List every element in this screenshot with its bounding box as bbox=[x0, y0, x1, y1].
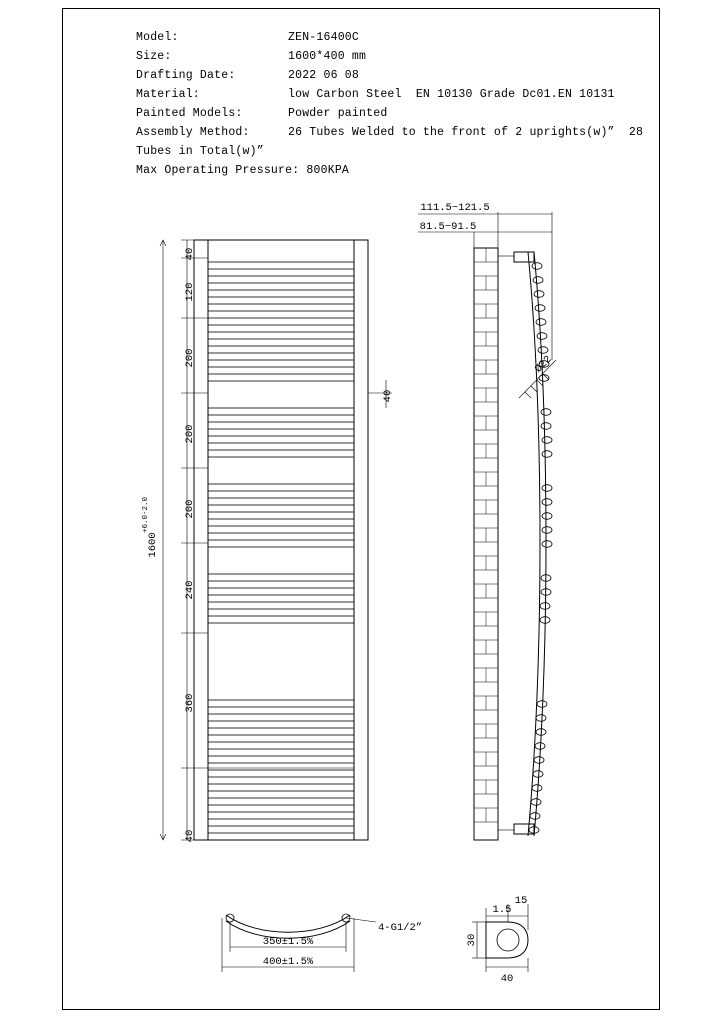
dim-segment-5: 240 bbox=[184, 580, 196, 600]
dim-top-gap: 40 bbox=[184, 247, 196, 261]
spec-value: 2022 06 08 bbox=[288, 69, 360, 82]
dim-segment-1: 120 bbox=[184, 282, 196, 302]
spec-label: Model: bbox=[136, 31, 179, 44]
front-view bbox=[142, 240, 394, 842]
spec-pressure: Max Operating Pressure: 800KPA bbox=[136, 164, 350, 177]
spec-label: Size: bbox=[136, 50, 172, 63]
spec-value: ZEN-16400C bbox=[288, 31, 360, 44]
bottom-view bbox=[222, 914, 422, 972]
dim-segment-2: 200 bbox=[184, 348, 196, 368]
spec-label: Assembly Method: bbox=[136, 126, 250, 139]
spec-continuation: Tubes in Total(w)” bbox=[136, 145, 264, 158]
dim-rail-width: 40 bbox=[382, 389, 394, 403]
dim-segment-4: 200 bbox=[184, 499, 196, 519]
dim-height-tol-down: -2.0 bbox=[142, 496, 150, 516]
dim-bottom-gap: 40 bbox=[184, 829, 196, 843]
dim-segment-3: 200 bbox=[184, 424, 196, 444]
dim-detail-width-top: 15 bbox=[514, 895, 528, 907]
spec-label: Painted Models: bbox=[136, 107, 243, 120]
dim-segment-6: 360 bbox=[184, 693, 196, 713]
spec-label: Material: bbox=[136, 88, 200, 101]
tube-stack bbox=[208, 262, 354, 833]
dim-detail-bottom: 40 bbox=[500, 973, 514, 985]
dim-depth-outer: 111.5~121.5 bbox=[420, 202, 490, 214]
spec-value: 1600*400 mm bbox=[288, 50, 367, 63]
spec-label: Drafting Date: bbox=[136, 69, 236, 82]
dim-depth-inner: 81.5~91.5 bbox=[419, 221, 477, 233]
detail-view bbox=[466, 895, 528, 985]
label-connection: 4-G1/2” bbox=[378, 922, 423, 934]
side-view bbox=[418, 202, 556, 840]
dim-centres: 350±1.5% bbox=[262, 936, 314, 948]
dim-overall-height: 1600 bbox=[147, 532, 159, 558]
spec-value: low Carbon Steel EN 10130 Grade Dc01.EN 10131 bbox=[288, 88, 615, 101]
spec-value: 26 Tubes Welded to the front of 2 uprights(w)” 28 bbox=[288, 126, 644, 139]
spec-value: Powder painted bbox=[288, 107, 388, 120]
dim-detail-left: 30 bbox=[466, 933, 478, 947]
dim-height-tol-up: +6.0 bbox=[142, 514, 150, 534]
dim-tube-diameter: Ø22 bbox=[532, 353, 555, 376]
dim-overall-width: 400±1.5% bbox=[262, 956, 314, 968]
dim-detail-top: 1.5 bbox=[492, 904, 512, 916]
